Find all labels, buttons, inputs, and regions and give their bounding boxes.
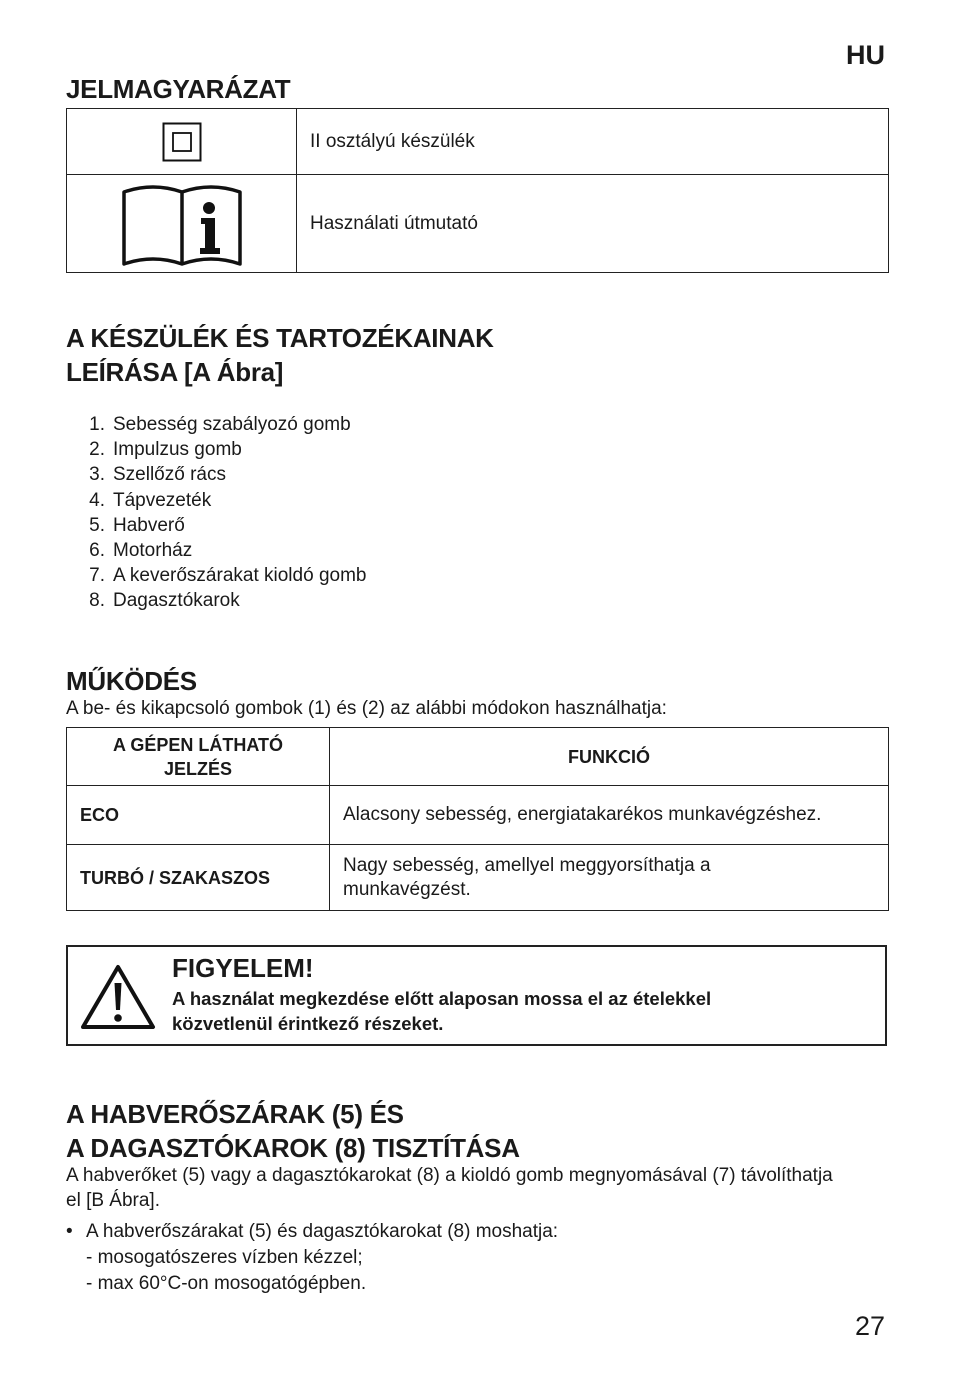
column-header-function: FUNKCIÓ bbox=[330, 728, 889, 786]
list-item bbox=[66, 538, 366, 563]
class-ii-square-icon bbox=[162, 122, 202, 162]
item-number: 5. bbox=[89, 514, 105, 536]
signal-cell: ECO bbox=[67, 786, 330, 845]
legend-heading: JELMAGYARÁZAT bbox=[66, 74, 291, 104]
item-text: A keverőszárakat kioldó gomb bbox=[113, 565, 367, 587]
list-item bbox=[66, 462, 366, 487]
item-number: 3. bbox=[89, 464, 105, 486]
sub-item: - mosogatószeres vízben kézzel; bbox=[86, 1247, 363, 1268]
list-item bbox=[66, 437, 366, 462]
sub-item: - max 60°C-on mosogatógépben. bbox=[86, 1273, 367, 1294]
item-text: Szellőző rács bbox=[113, 464, 226, 486]
table-row bbox=[67, 786, 889, 845]
bullet-dot-icon: • bbox=[66, 1221, 73, 1242]
column-header-signal bbox=[67, 728, 330, 786]
item-text: Dagasztókarok bbox=[113, 590, 240, 612]
cleaning-paragraph-line1: A habverőket (5) vagy a dagasztókarokat (8) a kioldó gomb megnyomásával (7) távolíthatja bbox=[66, 1165, 833, 1186]
function-line: munkavégzést. bbox=[343, 878, 471, 900]
list-item bbox=[66, 563, 366, 588]
item-text: Sebesség szabályozó gomb bbox=[113, 414, 351, 435]
bullet-text: A habverőszárakat (5) és dagasztókarokat (8) moshatja: bbox=[86, 1221, 559, 1242]
operation-table bbox=[66, 727, 889, 911]
list-item bbox=[66, 488, 366, 513]
page-number: 27 bbox=[855, 1311, 886, 1341]
legend-text: Használati útmutató bbox=[297, 175, 889, 273]
legend-row bbox=[67, 175, 889, 273]
operation-intro: A be- és kikapcsoló gombok (1) és (2) az alábbi módokon használhatja: bbox=[66, 698, 667, 719]
bullet-item bbox=[66, 1219, 558, 1245]
warning-box bbox=[66, 945, 887, 1046]
function-cell bbox=[330, 845, 889, 911]
function-cell: Alacsony sebesség, energiatakarékos munkavégzéshez. bbox=[330, 786, 889, 845]
legend-row bbox=[67, 109, 889, 175]
table-row bbox=[67, 845, 889, 911]
function-line: Nagy sebesség, amellyel meggyorsíthatja a bbox=[343, 854, 711, 876]
column-header-line: A GÉPEN LÁTHATÓ bbox=[113, 734, 283, 755]
cleaning-heading-line1: A HABVERŐSZÁRAK (5) ÉS bbox=[66, 1099, 404, 1129]
warning-triangle-icon bbox=[80, 963, 156, 1031]
item-number: 7. bbox=[89, 565, 105, 587]
item-number: 6. bbox=[89, 540, 105, 562]
legend-icon-cell bbox=[67, 109, 297, 175]
legend-icon-cell bbox=[67, 175, 297, 273]
item-text: Motorház bbox=[113, 540, 193, 562]
parts-list bbox=[66, 412, 366, 614]
description-heading-line2: LEÍRÁSA [A Ábra] bbox=[66, 357, 284, 387]
item-number: 4. bbox=[89, 489, 105, 511]
legend-text: II osztályú készülék bbox=[297, 109, 889, 175]
warning-text-line: közvetlenül érintkező részeket. bbox=[172, 1013, 444, 1034]
warning-text bbox=[172, 986, 876, 1036]
warning-title: FIGYELEM! bbox=[172, 953, 314, 983]
signal-cell: TURBÓ / SZAKASZOS bbox=[67, 845, 330, 911]
item-text: Tápvezeték bbox=[113, 489, 212, 511]
list-item bbox=[66, 412, 366, 437]
list-item bbox=[66, 513, 366, 538]
language-code: HU bbox=[846, 40, 885, 70]
manual-info-book-icon bbox=[121, 180, 243, 268]
description-heading-line1: A KÉSZÜLÉK ÉS TARTOZÉKAINAK bbox=[66, 323, 494, 353]
list-item bbox=[66, 588, 366, 613]
item-text: Habverő bbox=[113, 514, 185, 536]
cleaning-bullets bbox=[66, 1219, 558, 1297]
item-number: 8. bbox=[89, 590, 105, 612]
column-header-line: JELZÉS bbox=[163, 758, 233, 779]
item-number: 2. bbox=[89, 439, 105, 461]
item-text: Impulzus gomb bbox=[113, 439, 242, 461]
cleaning-paragraph-line2: el [B Ábra]. bbox=[66, 1190, 160, 1211]
table-header-row bbox=[67, 728, 889, 786]
item-number: 1. bbox=[89, 414, 105, 435]
warning-text-line: A használat megkezdése előtt alaposan mossa el az ételekkel bbox=[172, 988, 712, 1009]
cleaning-heading-line2: A DAGASZTÓKAROK (8) TISZTÍTÁSA bbox=[66, 1133, 520, 1163]
legend-table bbox=[66, 108, 889, 273]
operation-heading: MŰKÖDÉS bbox=[66, 666, 197, 696]
